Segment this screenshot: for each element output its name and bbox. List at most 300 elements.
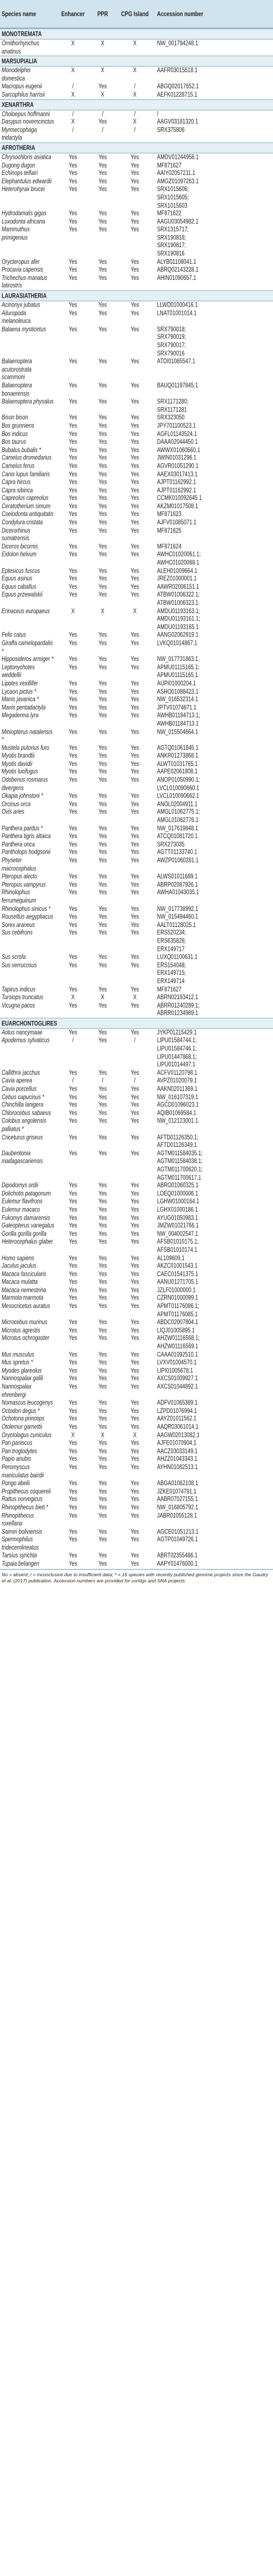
table-row: [0, 905, 273, 913]
cpg-cell: Yes: [130, 486, 139, 494]
accession-cell: LVXV01004570.1: [157, 1359, 197, 1366]
table-row: [0, 1302, 273, 1319]
species-name-cell: Aotus nancymaae: [2, 1029, 43, 1036]
species-name-cell: Pteropus vampyrus: [2, 880, 46, 888]
ppr-cell: Yes: [98, 266, 107, 273]
species-name-cell: Megaderma lyra: [2, 711, 39, 719]
enhancer-cell: Yes: [69, 1270, 77, 1277]
enhancer-cell: Yes: [69, 153, 77, 161]
accession-cell: AANG02062919.1: [157, 631, 199, 639]
table-row: [0, 704, 273, 711]
table-row: [0, 1279, 273, 1286]
ppr-cell: Yes: [98, 873, 107, 880]
species-name-cell: Propithecus coquereli: [2, 1487, 51, 1495]
accession-cell: AAEX03017413.1: [157, 470, 198, 478]
enhancer-cell: Yes: [69, 1319, 77, 1326]
header-enhancer: Enhancer: [61, 10, 85, 18]
species-name-cell: Balaenoptera bonaerensis: [2, 382, 32, 397]
enhancer-cell: Yes: [69, 856, 77, 864]
ppr-cell: Yes: [98, 768, 107, 775]
ppr-cell: Yes: [98, 961, 107, 969]
species-name-cell: Microcebus murinus: [2, 1319, 48, 1326]
table-row: [0, 639, 273, 655]
enhancer-cell: Yes: [69, 398, 77, 405]
enhancer-cell: Yes: [69, 688, 77, 695]
enhancer-cell: Yes: [69, 1455, 77, 1462]
table-row: [0, 1496, 273, 1503]
enhancer-cell: X: [71, 91, 75, 98]
accession-cell: SRX1171280; SRX1171281: [157, 398, 189, 413]
header-cpg: CPG Island: [121, 10, 149, 18]
cpg-cell: Yes: [130, 1029, 139, 1036]
species-name-cell: Procavia capensis: [2, 266, 43, 273]
cpg-cell: Yes: [130, 583, 139, 590]
table-row: [0, 1536, 273, 1552]
table-row: [0, 1037, 273, 1069]
table-row: [0, 1001, 273, 1018]
ppr-cell: Yes: [98, 527, 107, 534]
enhancer-cell: Yes: [69, 1262, 77, 1270]
enhancer-cell: Yes: [69, 1093, 77, 1100]
species-name-cell: Panthera pardus *: [2, 824, 43, 832]
enhancer-cell: /: [72, 1077, 74, 1084]
accession-cell: AAGU03054982.1: [157, 218, 199, 225]
table-row: [0, 1214, 273, 1222]
accession-cell: ALEH01009664.1: [157, 567, 198, 574]
ppr-cell: Yes: [98, 1375, 107, 1382]
accession-cell: MF871624: [157, 543, 181, 550]
enhancer-cell: Yes: [69, 169, 77, 177]
table-row: [0, 162, 273, 169]
ppr-cell: Yes: [98, 1294, 107, 1302]
ppr-cell: Yes: [98, 688, 107, 695]
accession-cell: LZPD01076994.1: [157, 1407, 198, 1414]
cpg-cell: Yes: [130, 728, 139, 735]
species-name-cell: Rattus norvegicus: [2, 1495, 43, 1503]
enhancer-cell: Yes: [69, 905, 77, 912]
enhancer-cell: Yes: [69, 430, 77, 437]
ppr-cell: Yes: [98, 510, 107, 518]
table-row: [0, 881, 273, 889]
cpg-cell: Yes: [130, 470, 139, 478]
cpg-cell: Yes: [130, 913, 139, 920]
species-name-cell: Papio anubis: [2, 1455, 32, 1462]
enhancer-cell: Yes: [69, 1495, 77, 1503]
table-row: [0, 210, 273, 218]
enhancer-cell: X: [71, 118, 75, 126]
ppr-cell: Yes: [98, 446, 107, 453]
ppr-cell: Yes: [98, 1117, 107, 1125]
table-header: [0, 0, 273, 28]
enhancer-cell: /: [72, 83, 74, 90]
accession-cell: ADFV01065389.1: [157, 1399, 198, 1406]
cpg-cell: Yes: [130, 543, 139, 550]
ppr-cell: Yes: [98, 792, 107, 800]
accession-cell: NW_001794248.1: [157, 39, 199, 47]
enhancer-cell: Yes: [69, 1447, 77, 1455]
table-row: [0, 1367, 273, 1375]
ppr-cell: Yes: [98, 1511, 107, 1519]
accession-cell: AHZZ01043343.1: [157, 1455, 198, 1462]
species-name-cell: Hipposideros armiger *: [2, 655, 54, 663]
ppr-cell: Yes: [98, 1326, 107, 1334]
ppr-cell: X: [100, 993, 105, 1001]
species-name-cell: Sarcophilus harrisii: [2, 91, 45, 98]
table-row: [0, 760, 273, 768]
table-row: [0, 302, 273, 309]
species-name-cell: Oryctolagus cuniculus: [2, 1431, 52, 1439]
species-name-cell: Rousettus aegyptiacus: [2, 913, 53, 920]
cpg-cell: Yes: [130, 1407, 139, 1414]
cpg-cell: Yes: [130, 833, 139, 840]
cpg-cell: Yes: [130, 1359, 139, 1366]
group-header: MARSUPIALIA: [0, 56, 273, 67]
enhancer-cell: Yes: [69, 1439, 77, 1446]
enhancer-cell: Yes: [69, 1085, 77, 1092]
species-name-cell: Diceros bicornis: [2, 543, 38, 550]
accession-cell: LLWD01000416.1: [157, 301, 198, 309]
cpg-cell: Yes: [130, 430, 139, 437]
species-name-cell: Dasypus novemcinctus: [2, 118, 54, 126]
cpg-cell: Yes: [130, 824, 139, 832]
species-name-cell: Sorex araneus: [2, 921, 35, 928]
accession-cell: AYUG01050983.1: [157, 1214, 198, 1221]
ppr-cell: Yes: [98, 1181, 107, 1189]
cpg-cell: Yes: [130, 494, 139, 502]
cpg-cell: Yes: [130, 808, 139, 816]
species-name-cell: Ornithorhynchus anatinus: [2, 39, 39, 55]
accession-cell: AAPE02061808.1: [157, 768, 198, 775]
ppr-cell: Yes: [98, 1399, 107, 1406]
ppr-cell: Yes: [98, 454, 107, 462]
cpg-cell: Yes: [130, 679, 139, 687]
species-name-cell: Nannospalax galili: [2, 1375, 43, 1382]
enhancer-cell: Yes: [69, 744, 77, 751]
accession-cell: AWHA01043035.1: [157, 889, 199, 896]
header-accession: Accession number: [157, 10, 204, 18]
ppr-cell: Yes: [98, 414, 107, 421]
enhancer-cell: Yes: [69, 258, 77, 265]
species-name-cell: Balaena mysticetus: [2, 325, 46, 333]
accession-cell: LGHW01000164.1: [157, 1197, 200, 1205]
cpg-cell: Yes: [130, 688, 139, 695]
enhancer-cell: Yes: [69, 486, 77, 494]
enhancer-cell: Yes: [69, 1383, 77, 1390]
cpg-cell: Yes: [130, 704, 139, 711]
species-name-cell: Eidolon helvum: [2, 550, 37, 558]
accession-cell: JZLF01000000.1: [157, 1286, 196, 1294]
ppr-cell: Yes: [98, 833, 107, 840]
cpg-cell: Yes: [130, 446, 139, 453]
enhancer-cell: Yes: [69, 1238, 77, 1245]
table-row: [0, 494, 273, 502]
accession-cell: LOEQ01000006.1: [157, 1190, 199, 1197]
species-name-cell: Daubentonia madagascariensis: [2, 1149, 43, 1165]
ppr-cell: Yes: [98, 849, 107, 856]
accession-cell: LVKQ01014867.1: [157, 639, 198, 646]
enhancer-cell: Yes: [69, 583, 77, 590]
enhancer-cell: Yes: [69, 510, 77, 518]
species-name-cell: Rhinolophus sinicus *: [2, 905, 50, 912]
species-name-cell: Ovis aries: [2, 808, 24, 816]
accession-cell: AAGW02013082.1: [157, 1431, 200, 1439]
species-name-cell: Eptesicus fuscus: [2, 567, 40, 574]
ppr-cell: Yes: [98, 502, 107, 510]
accession-cell: AGVR01051290.1: [157, 462, 199, 469]
ppr-cell: Yes: [98, 1238, 107, 1245]
enhancer-cell: Yes: [69, 1109, 77, 1116]
ppr-cell: Yes: [98, 905, 107, 912]
table-row: [0, 1327, 273, 1335]
cpg-cell: Yes: [130, 462, 139, 469]
accession-cell: AJFV01085071.1: [157, 518, 197, 526]
table-row: [0, 218, 273, 225]
species-name-cell: Bos taurus: [2, 438, 26, 445]
enhancer-cell: Yes: [69, 953, 77, 960]
table-row: [0, 583, 273, 591]
table-row: [0, 503, 273, 510]
table-row: [0, 712, 273, 728]
enhancer-cell: Yes: [69, 1415, 77, 1422]
cpg-cell: Yes: [130, 1447, 139, 1455]
table-row: [0, 1198, 273, 1206]
enhancer-cell: Yes: [69, 502, 77, 510]
table-row: [0, 39, 273, 56]
accession-cell: DAAA02044450.1: [157, 438, 198, 445]
cpg-cell: Yes: [130, 631, 139, 639]
accession-cell: AFTD01126350.1; AFTD01126349.1: [157, 1133, 199, 1149]
species-name-cell: Capra hircus: [2, 478, 31, 485]
accession-cell: AKZM01017508.1: [157, 502, 199, 510]
accession-cell: AMDU01193163.1; AMDU01193161.1; AMDU01193165.1: [157, 607, 200, 630]
ppr-cell: Yes: [98, 744, 107, 751]
accession-cell: AAFR03015518.1: [157, 67, 198, 74]
accession-cell: ATDI01065547.1: [157, 357, 195, 365]
accession-cell: AALT01128025.1: [157, 921, 196, 928]
table-row: [0, 430, 273, 438]
accession-cell: JWIN01031296.1: [157, 454, 196, 462]
ppr-cell: Yes: [98, 1001, 107, 1009]
enhancer-cell: Yes: [69, 655, 77, 663]
ppr-cell: Yes: [98, 1367, 107, 1374]
accession-cell: AHIN01090657.1: [157, 274, 196, 282]
cpg-cell: Yes: [130, 1439, 139, 1446]
cpg-cell: Yes: [130, 1069, 139, 1076]
species-name-cell: Pongo abelii: [2, 1479, 30, 1487]
species-name-cell: Pan troglodytes: [2, 1447, 37, 1455]
ppr-cell: Yes: [98, 1278, 107, 1286]
ppr-cell: Yes: [98, 591, 107, 598]
ppr-cell: Yes: [98, 1133, 107, 1141]
species-name-cell: Pan paniscus: [2, 1439, 33, 1446]
accession-cell: AKZC01001543.1: [157, 1262, 198, 1270]
table-row: [0, 664, 273, 680]
ppr-cell: Yes: [98, 274, 107, 282]
accession-cell: CAEC01541375.1: [157, 1270, 199, 1277]
table-row: [0, 478, 273, 486]
ppr-cell: Yes: [98, 880, 107, 888]
ppr-cell: Yes: [98, 161, 107, 169]
species-name-cell: Homo sapiens: [2, 1254, 34, 1261]
cpg-cell: Yes: [130, 639, 139, 646]
species-name-cell: Sus scrofa: [2, 953, 26, 960]
accession-cell: NW_016805792.1: [157, 1503, 199, 1511]
species-name-cell: Hydrodamalis gigas: [2, 209, 47, 217]
accession-cell: CZRN01000099.1: [157, 1294, 199, 1302]
species-name-cell: Callithrix jacchus: [2, 1069, 40, 1076]
cpg-cell: Yes: [130, 1254, 139, 1261]
table-row: [0, 994, 273, 1001]
enhancer-cell: Yes: [69, 639, 77, 646]
accession-cell: ACFV01120798.1: [157, 1069, 198, 1076]
species-name-cell: Bos indicus: [2, 430, 28, 437]
enhancer-cell: Yes: [69, 591, 77, 598]
accession-cell: AJPT01162992.1: [157, 486, 196, 494]
ppr-cell: Yes: [98, 218, 107, 225]
table-row: [0, 1351, 273, 1359]
table-row: [0, 1134, 273, 1150]
ppr-cell: Yes: [98, 1190, 107, 1197]
cpg-cell: Yes: [130, 1302, 139, 1310]
ppr-cell: Yes: [98, 543, 107, 550]
table-row: [0, 1503, 273, 1511]
enhancer-cell: Yes: [69, 1351, 77, 1358]
species-name-cell: Equus asinus: [2, 575, 33, 582]
cpg-cell: /: [134, 126, 136, 133]
species-name-cell: Ceratotherium simum: [2, 502, 50, 510]
accession-cell: AWHC01020061.1; AWHC01020068.1: [157, 550, 201, 566]
accession-cell: ATBW01006322.1; ATBW01006323.1: [157, 591, 200, 607]
ppr-cell: Yes: [98, 438, 107, 445]
enhancer-cell: Yes: [69, 1214, 77, 1221]
species-name-cell: Lycaon pictus *: [2, 688, 37, 695]
table-row: [0, 1238, 273, 1254]
species-name-cell: Marmota marmota: [2, 1294, 44, 1302]
cpg-cell: Yes: [130, 849, 139, 856]
species-name-cell: Vicugna pacos: [2, 1001, 36, 1009]
table-row: [0, 309, 273, 325]
cpg-cell: Yes: [130, 1117, 139, 1125]
cpg-cell: Yes: [130, 438, 139, 445]
cpg-cell: Yes: [130, 1149, 139, 1157]
accession-cell: ABRQ02143228.1: [157, 266, 199, 273]
ppr-cell: Yes: [98, 663, 107, 671]
enhancer-cell: Yes: [69, 1326, 77, 1334]
enhancer-cell: Yes: [69, 695, 77, 703]
accession-cell: MF871625: [157, 527, 181, 534]
enhancer-cell: Yes: [69, 518, 77, 526]
ppr-cell: Yes: [98, 1302, 107, 1310]
accession-cell: NW_017619848.1: [157, 824, 199, 832]
cpg-cell: /: [134, 1036, 136, 1044]
enhancer-cell: Yes: [69, 422, 77, 429]
cpg-cell: Yes: [130, 1206, 139, 1213]
accession-cell: SRX1015606; SRX1015605; SRX1015603: [157, 186, 189, 209]
cpg-cell: Yes: [130, 502, 139, 510]
header-ppr: PPR: [97, 10, 108, 18]
accession-cell: ABRP02087926.1: [157, 880, 198, 888]
table-row: [0, 1182, 273, 1190]
ppr-cell: Yes: [98, 1407, 107, 1414]
table-row: [0, 1528, 273, 1536]
enhancer-cell: Yes: [69, 494, 77, 502]
ppr-cell: Yes: [98, 631, 107, 639]
cpg-cell: X: [133, 607, 137, 614]
enhancer-cell: Yes: [69, 218, 77, 225]
table-row: [0, 913, 273, 921]
ppr-cell: Yes: [98, 1262, 107, 1270]
ppr-cell: Yes: [98, 567, 107, 574]
cpg-cell: Yes: [130, 880, 139, 888]
enhancer-cell: Yes: [69, 1206, 77, 1213]
ppr-cell: Yes: [98, 357, 107, 365]
accession-cell: NW_015494460.1: [157, 913, 199, 920]
cpg-cell: Yes: [130, 1319, 139, 1326]
species-name-cell: Loxodonta africana: [2, 218, 46, 225]
accession-cell: MF871627: [157, 985, 181, 993]
table-row: [0, 809, 273, 825]
enhancer-cell: Yes: [69, 768, 77, 775]
cpg-cell: Yes: [130, 186, 139, 193]
accession-cell: AAIY02057211.1: [157, 169, 195, 177]
cpg-cell: Yes: [130, 953, 139, 960]
cpg-cell: Yes: [130, 768, 139, 775]
enhancer-cell: Yes: [69, 833, 77, 840]
species-name-cell: Galeopterus variegatus: [2, 1222, 54, 1229]
accession-cell: AAQR03061014.1: [157, 1423, 199, 1430]
enhancer-cell: Yes: [69, 1278, 77, 1286]
table-row: [0, 519, 273, 527]
enhancer-cell: Yes: [69, 808, 77, 816]
enhancer-cell: Yes: [69, 752, 77, 759]
accession-cell: JMZW01021766.1: [157, 1222, 199, 1229]
species-name-cell: Okapia johnstoni *: [2, 792, 43, 800]
species-name-cell: Apodemus sylvaticus: [2, 1036, 50, 1044]
ppr-cell: Yes: [98, 1335, 107, 1342]
table-row: [0, 889, 273, 905]
table-row: [0, 1480, 273, 1487]
enhancer-cell: Yes: [69, 527, 77, 534]
table-row: [0, 258, 273, 266]
species-name-cell: Equus przewalskii: [2, 591, 43, 598]
accession-cell: NW_004002547.1: [157, 1230, 199, 1237]
species-name-cell: Coelodonta antiquitatis: [2, 510, 54, 518]
accession-cell: LIQJ01005895.1: [157, 1326, 195, 1334]
ppr-cell: Yes: [98, 1109, 107, 1116]
accession-cell: AUPI01000204.1: [157, 679, 196, 687]
enhancer-cell: Yes: [69, 478, 77, 485]
accession-cell: SRX790018; SRX790019; SRX790017; SRX790016: [157, 325, 186, 357]
cpg-cell: Yes: [130, 1423, 139, 1430]
cpg-cell: Yes: [130, 1133, 139, 1141]
species-name-cell: Macropus eugenii: [2, 83, 42, 90]
accession-cell: AGTQ01061845.1: [157, 744, 199, 751]
accession-cell: CAAA01092510.1: [157, 1351, 198, 1358]
ppr-cell: Yes: [98, 462, 107, 469]
cpg-cell: Yes: [130, 792, 139, 800]
cpg-cell: Yes: [130, 414, 139, 421]
cpg-cell: X: [133, 91, 137, 98]
cpg-cell: Yes: [130, 905, 139, 912]
header-species: Species name: [2, 10, 37, 18]
ppr-cell: Yes: [98, 856, 107, 864]
species-name-cell: Saimiri boliviensis: [2, 1527, 43, 1535]
cpg-cell: Yes: [130, 161, 139, 169]
table-row: [0, 1359, 273, 1367]
accession-cell: ANKR01273868.1: [157, 752, 199, 759]
accession-cell: AXCS01009927.1: [157, 1375, 198, 1382]
species-name-cell: Tapirus indicus: [2, 985, 36, 993]
